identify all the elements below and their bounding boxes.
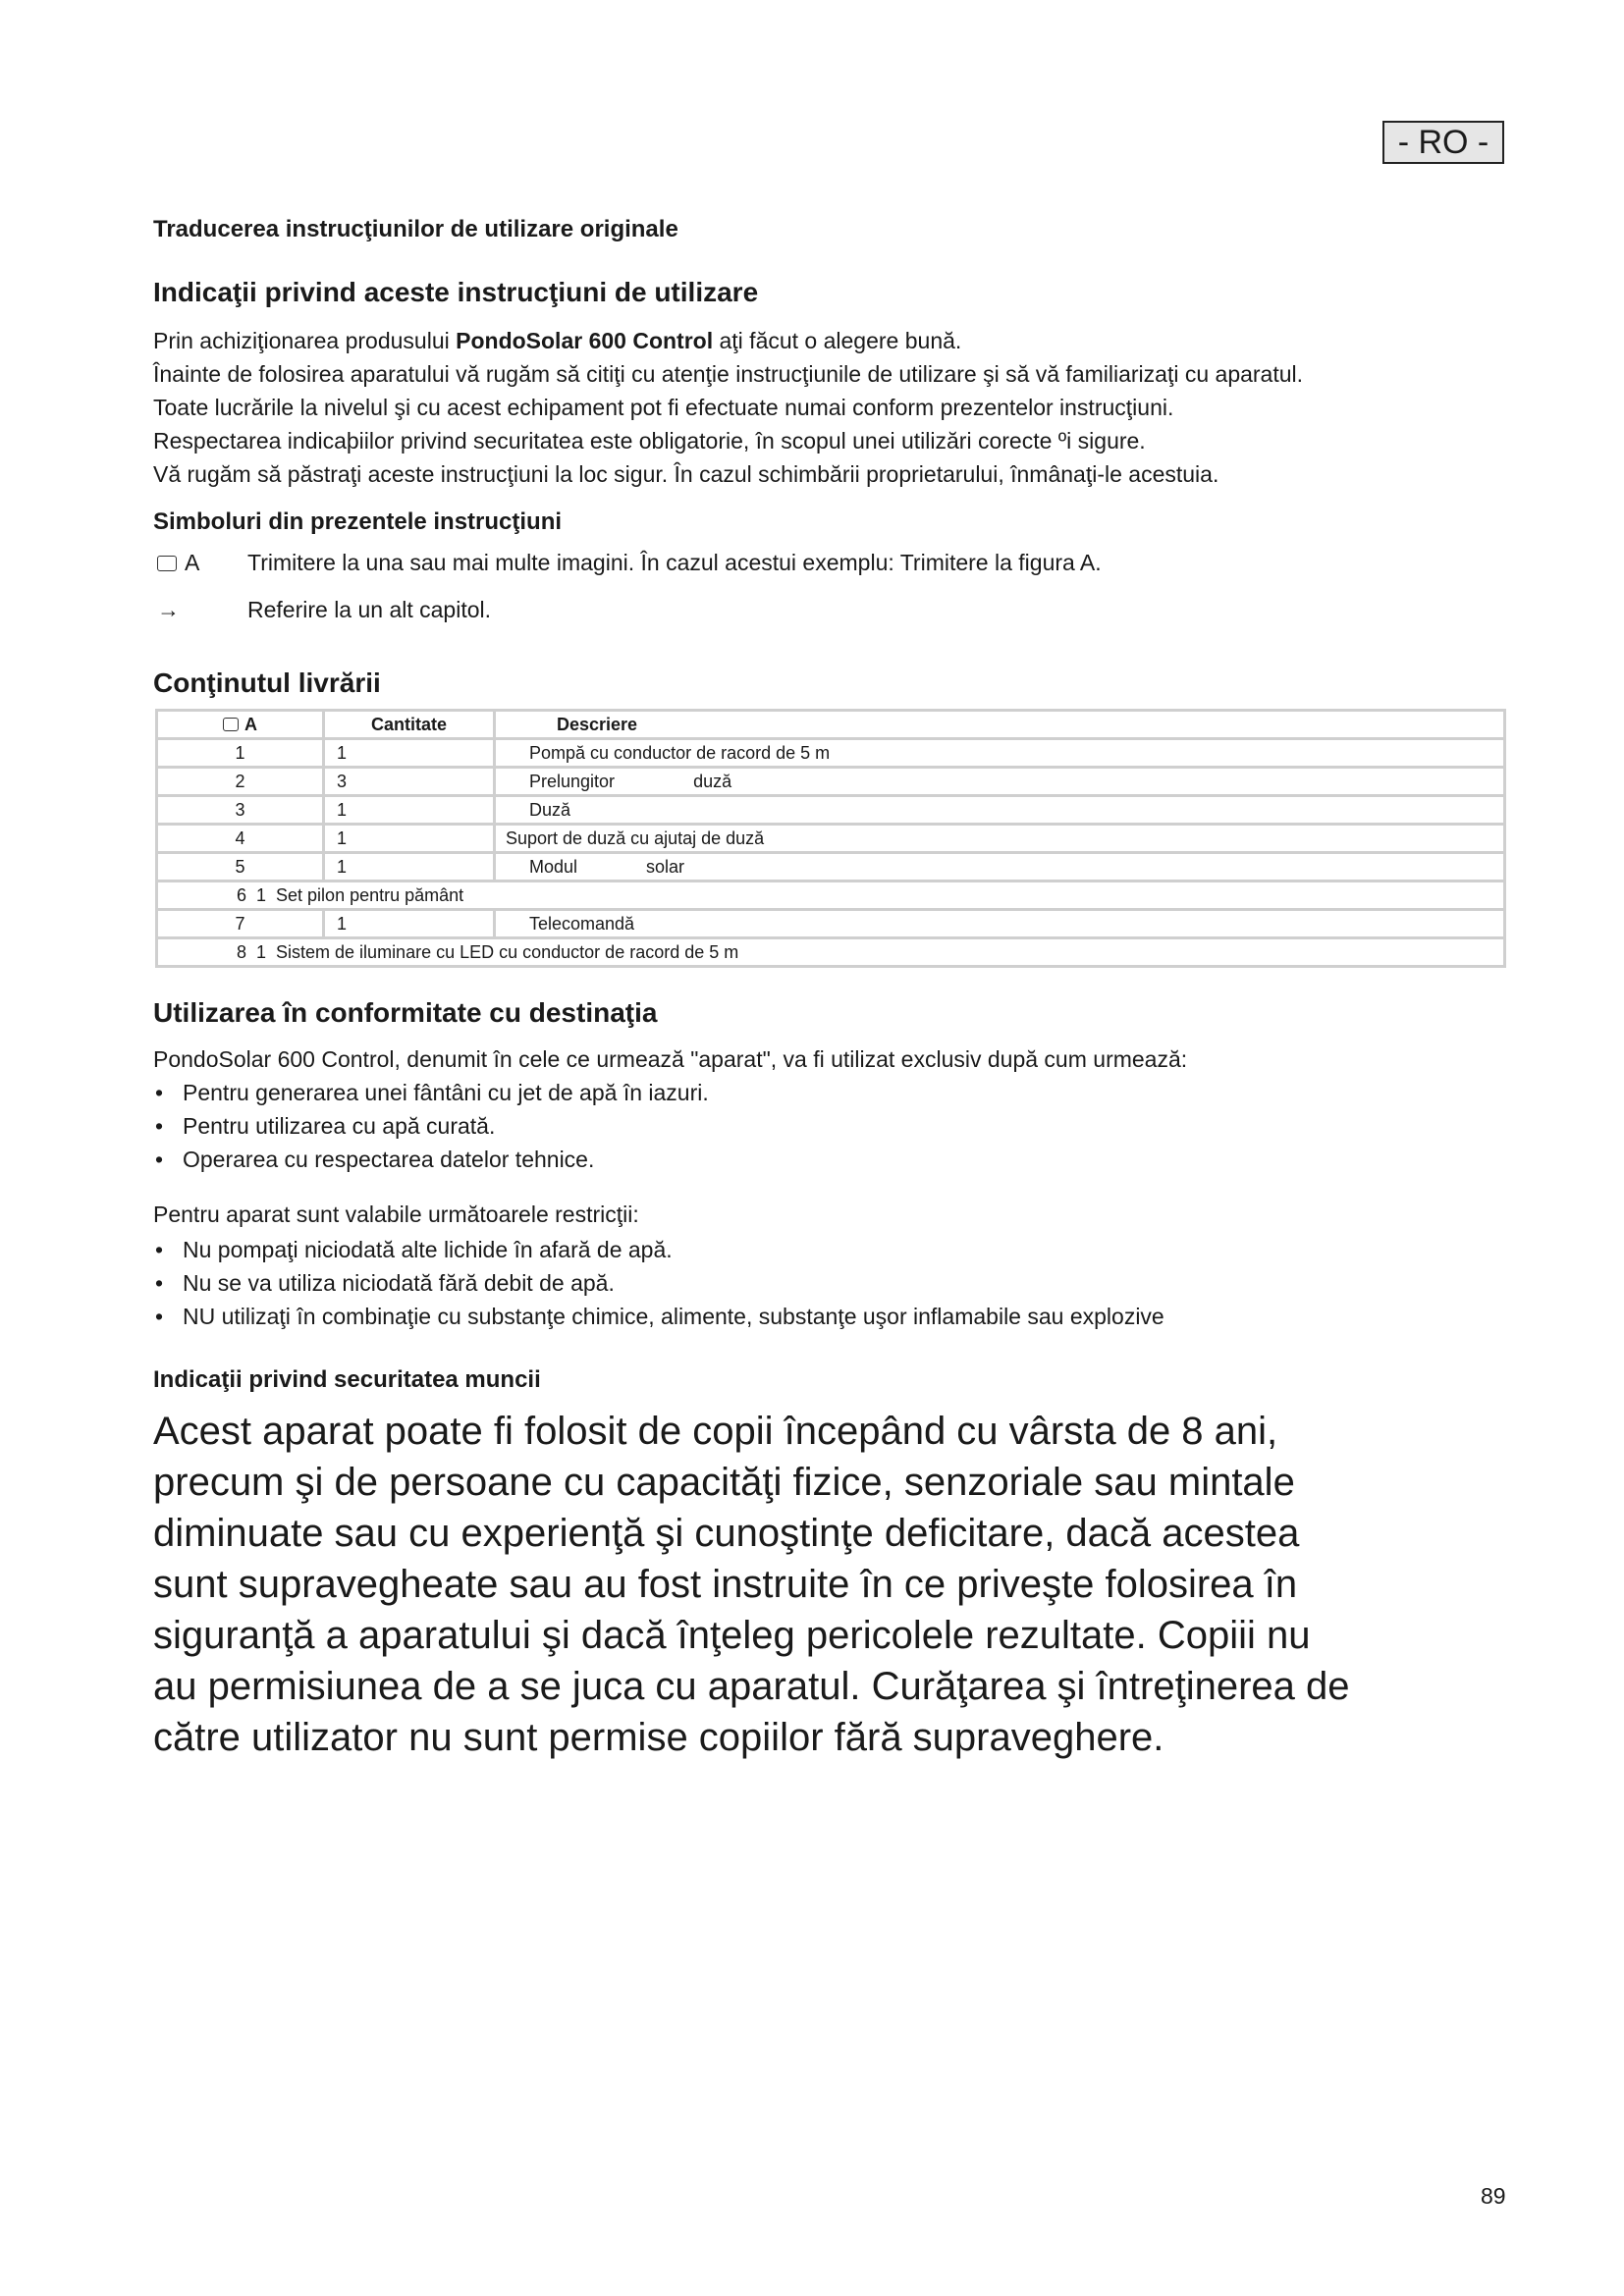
usage-list [153,1076,709,1176]
restrictions-intro: Pentru aparat sunt valabile următoarele restricţii: [153,1201,639,1227]
list-item: • Operarea cu respectarea datelor tehnice. [153,1143,709,1176]
usage-heading: Utilizarea în conformitate cu destinaţia [153,997,658,1028]
table-row: 2 3 Prelungitor duză [157,768,1505,796]
figure-reference-icon [223,718,239,731]
delivery-heading: Conţinutul livrării [153,667,381,698]
instructions-paragraph [153,324,1303,491]
list-item: • Nu pompaţi niciodată alte lichide în afară de apă. [153,1233,1164,1266]
table-row: 6 1 Set pilon pentru pământ [157,881,1505,910]
document-title: Traducerea instrucţiunilor de utilizare originale [153,216,678,242]
restrictions-list [153,1233,1164,1333]
list-item: • Nu se va utiliza niciodată fără debit de apă. [153,1266,1164,1300]
figure-reference-icon [157,556,177,571]
table-row: 3 1 Duză [157,796,1505,825]
delivery-table [155,709,1506,968]
table-row: 8 1 Sistem de iluminare cu LED cu conductor de racord de 5 m [157,938,1505,967]
product-name: PondoSolar 600 Control [456,328,714,353]
table-header-row [157,711,1505,739]
instructions-heading: Indicaţii privind aceste instrucţiuni de utilizare [153,277,759,307]
safety-heading: Indicaţii privind securitatea muncii [153,1366,541,1393]
list-item: • Pentru generarea unei fântâni cu jet de apă în iazuri. [153,1076,709,1109]
table-row: 1 1 Pompă cu conductor de racord de 5 m [157,739,1505,768]
table-row: 5 1 Modul solar [157,853,1505,881]
column-header-a: A [157,711,324,739]
column-header-quantity: Cantitate [324,711,495,739]
usage-intro: PondoSolar 600 Control, denumit în cele ce urmează "aparat", va fi utilizat exclusiv după cum urmează: [153,1046,1188,1072]
symbols-heading: Simboluri din prezentele instrucţiuni [153,508,563,535]
read-instructions-line: Înainte de folosirea aparatului vă rugăm să citiţi cu atenţie instrucţiunile de utilizare şi să vă familiarizaţi cu aparatul. [153,361,1304,387]
safety-warning: Acest aparat poate fi folosit de copii începând cu vârsta de 8 ani, precum şi de persoane cu capacităţi fizice, senzoriale sau mintale diminuate sau cu experienţă şi cunoştinţe deficitare, dacă acestea sunt supravegheate sau au fost instruite în ce priveşte folosirea în siguranţă a aparatului şi dacă înţeleg pericolele rezultate. Copiii nu au permisiunea de a se juca cu aparatul. Curăţarea şi întreţinerea de către utilizator nu sunt permise copiilor fără supraveghere. [153,1410,1350,1759]
safety-compliance-line: Respectarea indicaþiilor privind securitatea este obligatorie, în scopul unei utilizări corecte ºi sigure. [153,428,1146,454]
table-row: 4 1 Suport de duză cu ajutaj de duză [157,825,1505,853]
arrow-right-icon: → [157,597,180,622]
intro-line: Prin achiziţionarea produsului PondoSolar 600 Control aţi făcut o alegere bună. [153,328,962,353]
column-header-description: Descriere [495,711,1505,739]
keep-instructions-line: Vă rugăm să păstraţi aceste instrucţiuni la loc sigur. În cazul schimbării proprietarului, înmânaţi-le acestuia. [153,461,1219,487]
page-number: 89 [1481,2183,1506,2209]
table-row: 7 1 Telecomandă [157,910,1505,938]
work-conformity-line: Toate lucrările la nivelul şi cu acest echipament pot fi efectuate numai conform prezentelor instrucţiuni. [153,395,1174,420]
list-item: • Pentru utilizarea cu apă curată. [153,1109,709,1143]
language-tag: - RO - [1382,121,1504,164]
list-item: • NU utilizaţi în combinaţie cu substanţe chimice, alimente, substanţe uşor inflamabile sau explozive [153,1300,1164,1333]
